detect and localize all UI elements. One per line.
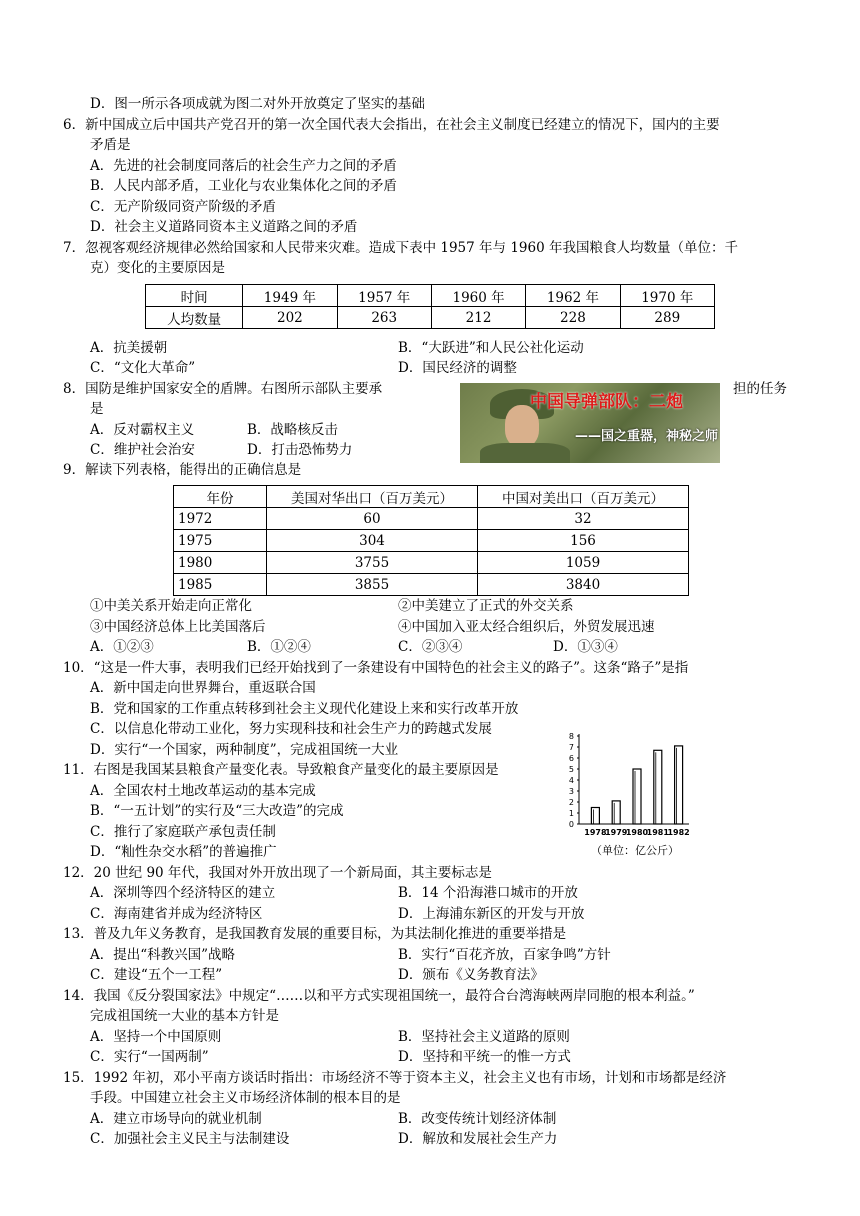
q7-cell: 228: [526, 307, 620, 329]
y-tick-label: 3: [568, 787, 574, 796]
q12-option-a: A．深圳等四个经济特区的建立: [90, 885, 276, 901]
q12-option-b: B．14 个沿海港口城市的开放: [398, 885, 578, 901]
bar: [612, 801, 620, 824]
q9-header-cell: 年份: [174, 486, 267, 508]
grain-output-bar-chart: [563, 728, 693, 840]
q6-option-a: A．先进的社会制度同落后的社会生产力之间的矛盾: [90, 158, 397, 174]
q10-option-a: A．新中国走向世界舞台，重返联合国: [90, 680, 316, 696]
q9-cell: 1059: [478, 552, 689, 574]
q7-table-row: [146, 307, 715, 329]
chart-unit-caption: （单位：亿公斤）: [591, 844, 679, 857]
missile-force-photo: [460, 383, 720, 463]
q15-option-b: B．改变传统计划经济体制: [398, 1111, 557, 1127]
q7-table: [145, 284, 715, 329]
x-tick-label: 1982: [667, 828, 690, 837]
table-row: [174, 530, 689, 552]
q13-option-a: A．提出“科教兴国”战略: [90, 947, 236, 963]
y-tick-label: 1: [568, 809, 574, 818]
q8-stem-line2: 是: [90, 401, 104, 417]
q13-option-d: D．颁布《义务教育法》: [398, 967, 544, 983]
q15-stem-line1: 15．1992 年初，邓小平南方谈话时指出：市场经济不等于资本主义，社会主义也有市场，计划和市场都是经济: [63, 1070, 727, 1086]
q7-option-b: B．“大跃进”和人民公社化运动: [398, 340, 584, 356]
q7-stem-line2: 克）变化的主要原因是: [90, 260, 225, 276]
q8-option-a: A．反对霸权主义: [90, 422, 195, 438]
q9-cell: 32: [478, 508, 689, 530]
y-tick-label: 8: [568, 732, 574, 741]
q15-option-a: A．建立市场导向的就业机制: [90, 1111, 262, 1127]
q9-statement-1: ①中美关系开始走向正常化: [90, 598, 252, 614]
bar: [633, 769, 641, 824]
photo-subtitle: ——国之重器，神秘之师: [575, 429, 719, 444]
q9-cell: 60: [267, 508, 478, 530]
q9-option-b: B．①②④: [247, 639, 311, 655]
x-tick-label: 1981: [646, 828, 669, 837]
q9-option-a: A．①②③: [90, 639, 154, 655]
q15-stem-line2: 手段。中国建立社会主义市场经济体制的根本目的是: [90, 1090, 401, 1106]
q9-cell: 1985: [174, 574, 267, 596]
y-tick-label: 5: [568, 765, 574, 774]
q9-option-d: D．①③④: [553, 639, 618, 655]
q9-option-c: C．②③④: [398, 639, 463, 655]
q13-option-b: B．实行“百花齐放，百家争鸣”方针: [398, 947, 611, 963]
table-row: [174, 574, 689, 596]
q9-table: [173, 485, 689, 596]
q6-option-b: B．人民内部矛盾，工业化与农业集体化之间的矛盾: [90, 178, 397, 194]
q13-stem: 13．普及九年义务教育，是我国教育发展的重要目标，为其法制化推进的重要举措是: [63, 926, 567, 942]
q11-option-d: D．“籼性杂交水稻”的普遍推广: [90, 844, 277, 860]
q9-statement-4: ④中国加入亚太经合组织后，外贸发展迅速: [398, 619, 655, 635]
q9-cell: 1980: [174, 552, 267, 574]
q6-stem-line1: 6．新中国成立后中国共产党召开的第一次全国代表大会指出，在社会主义制度已经建立的情况下，国内的主要: [63, 117, 720, 133]
x-tick-label: 1979: [605, 828, 628, 837]
y-tick-label: 4: [568, 776, 574, 785]
q15-option-c: C．加强社会主义民主与法制建设: [90, 1131, 290, 1147]
q9-cell: 3855: [267, 574, 478, 596]
q8-stem-line1b: 担的任务: [733, 381, 787, 397]
y-tick-label: 7: [568, 743, 574, 752]
q7-cell: 212: [431, 307, 525, 329]
q9-header-cell: 中国对美出口（百万美元）: [478, 486, 689, 508]
y-tick-label: 6: [568, 754, 574, 763]
q14-stem-line2: 完成祖国统一大业的基本方针是: [90, 1008, 279, 1024]
q9-statement-3: ③中国经济总体上比美国落后: [90, 619, 266, 635]
q9-stem: 9．解读下列表格，能得出的正确信息是: [63, 462, 302, 478]
q14-stem-line1: 14．我国《反分裂国家法》中规定“……以和平方式实现祖国统一，最符合台湾海峡两岸同胞的根本利益。”: [63, 988, 695, 1004]
q7-header-cell: 1970 年: [620, 285, 714, 307]
q7-option-d: D．国民经济的调整: [398, 360, 517, 376]
q9-cell: 156: [478, 530, 689, 552]
q7-cell: 人均数量: [146, 307, 243, 329]
q14-option-d: D．坚持和平统一的惟一方式: [398, 1049, 571, 1065]
q9-table-header: [174, 486, 689, 508]
q7-cell: 289: [620, 307, 714, 329]
q7-cell: 202: [243, 307, 337, 329]
q7-table-header: [146, 285, 715, 307]
q9-statement-2: ②中美建立了正式的外交关系: [398, 598, 574, 614]
q8-option-b: B．战略核反击: [247, 422, 338, 438]
q9-header-cell: 美国对华出口（百万美元）: [267, 486, 478, 508]
photo-title: 中国导弹部队：二炮: [530, 392, 683, 412]
q7-option-a: A．抗美援朝: [90, 340, 168, 356]
table-row: [174, 508, 689, 530]
q6-stem-line2: 矛盾是: [90, 137, 131, 153]
bar: [675, 746, 683, 824]
y-tick-label: 2: [568, 798, 574, 807]
q7-stem-line1: 7．忽视客观经济规律必然给国家和人民带来灾难。造成下表中 1957 年与 1960 年我国粮食人均数量（单位：千: [63, 240, 738, 256]
q13-option-c: C．建设“五个一工程”: [90, 967, 223, 983]
q9-cell: 304: [267, 530, 478, 552]
q10-option-d: D．实行“一个国家，两种制度”，完成祖国统一大业: [90, 742, 399, 758]
q11-option-a: A．全国农村土地改革运动的基本完成: [90, 783, 316, 799]
q9-cell: 3755: [267, 552, 478, 574]
bar: [591, 808, 599, 825]
q7-header-cell: 1962 年: [526, 285, 620, 307]
bar: [654, 750, 662, 824]
grain-output-chart: [563, 728, 693, 857]
q7-header-cell: 1949 年: [243, 285, 337, 307]
q9-cell: 1975: [174, 530, 267, 552]
q7-cell: 263: [337, 307, 431, 329]
x-tick-label: 1978: [584, 828, 607, 837]
q9-cell: 1972: [174, 508, 267, 530]
q11-option-b: B．“一五计划”的实行及“三大改造”的完成: [90, 803, 344, 819]
q12-option-d: D．上海浦东新区的开发与开放: [398, 906, 585, 922]
q8-option-d: D．打击恐怖势力: [247, 442, 353, 458]
q10-option-c: C．以信息化带动工业化，努力实现科技和社会生产力的跨越式发展: [90, 721, 492, 737]
q11-stem: 11．右图是我国某县粮食产量变化表。导致粮食产量变化的最主要原因是: [63, 762, 499, 778]
q11-option-c: C．推行了家庭联产承包责任制: [90, 824, 276, 840]
q6-option-d: D．社会主义道路同资本主义道路之间的矛盾: [90, 219, 358, 235]
q8-stem-line1a: 8．国防是维护国家安全的盾牌。右图所示部队主要承: [63, 381, 383, 397]
q8-option-c: C．维护社会治安: [90, 442, 195, 458]
q10-option-b: B．党和国家的工作重点转移到社会主义现代化建设上来和实行改革开放: [90, 701, 519, 717]
q15-option-d: D．解放和发展社会生产力: [398, 1131, 558, 1147]
q7-header-cell: 时间: [146, 285, 243, 307]
q9-cell: 3840: [478, 574, 689, 596]
q7-header-cell: 1960 年: [431, 285, 525, 307]
x-tick-label: 1980: [625, 828, 649, 837]
soldier-body: [480, 443, 570, 463]
q5-option-d: D．图一所示各项成就为图二对外开放奠定了坚实的基础: [90, 96, 425, 112]
q10-stem: 10．“这是一件大事，表明我们已经开始找到了一条建设有中国特色的社会主义的路子”。这条“路子”是指: [63, 660, 689, 676]
table-row: [174, 552, 689, 574]
q12-stem: 12．20 世纪 90 年代，我国对外开放出现了一个新局面，其主要标志是: [63, 865, 492, 881]
q6-option-c: C．无产阶级同资产阶级的矛盾: [90, 199, 276, 215]
q14-option-a: A．坚持一个中国原则: [90, 1029, 222, 1045]
q14-option-b: B．坚持社会主义道路的原则: [398, 1029, 570, 1045]
y-tick-label: 0: [568, 820, 574, 829]
q14-option-c: C．实行“一国两制”: [90, 1049, 209, 1065]
q7-header-cell: 1957 年: [337, 285, 431, 307]
q12-option-c: C．海南建省并成为经济特区: [90, 906, 263, 922]
q7-option-c: C．“文化大革命”: [90, 360, 196, 376]
